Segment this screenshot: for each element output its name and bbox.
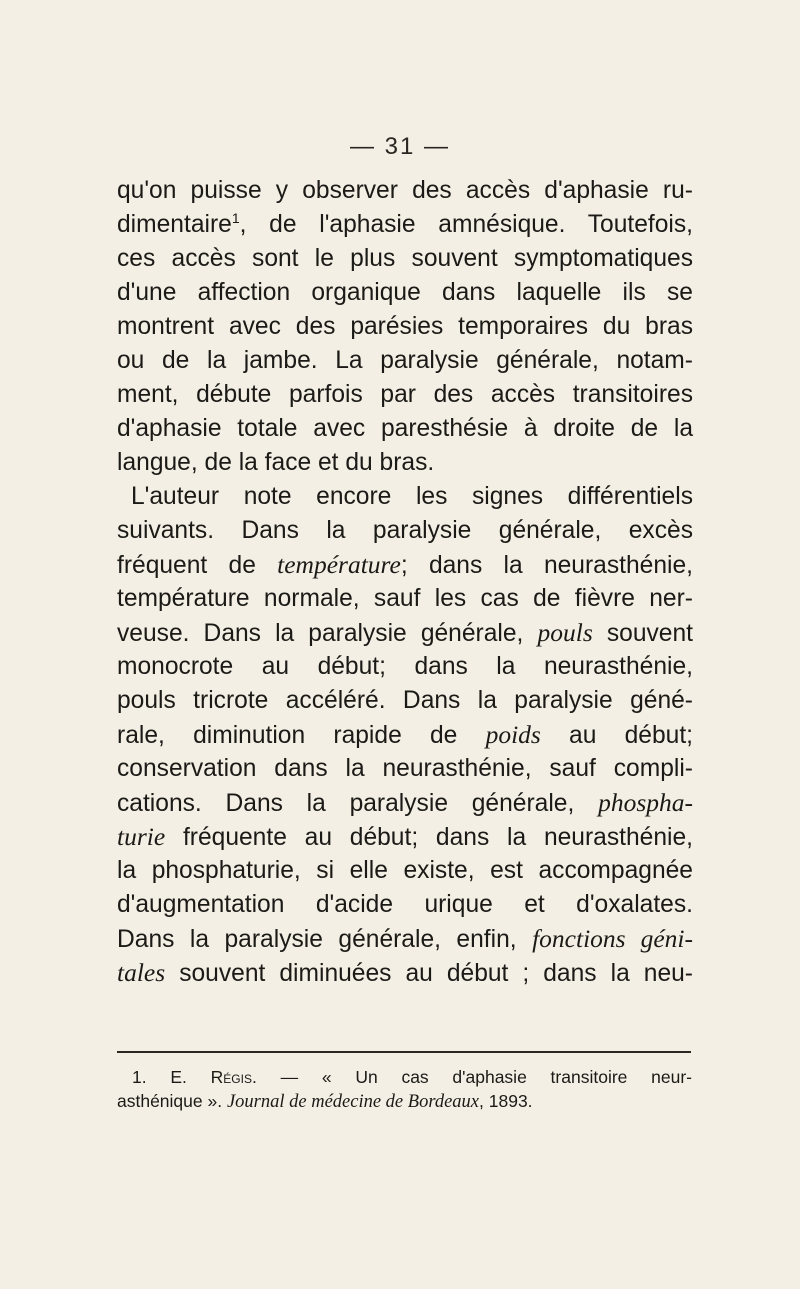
text-line: pouls tricrote accéléré. Dans la paralysie géné- [117, 687, 693, 714]
text-run: fréquente au début; dans la neurasthénie, [165, 824, 693, 851]
footnote-text: asthénique ». [117, 1091, 227, 1111]
text-line: L'auteur note encore les signes différentiels [131, 483, 693, 510]
text-line: qu'on puisse y observer des accès d'aphasie ru- [117, 177, 693, 204]
text-line: ou de la jambe. La paralysie générale, notam- [117, 347, 693, 374]
text-line: langue, de la face et du bras. [117, 449, 435, 476]
footnote-line [117, 1089, 692, 1113]
page-number: — 31 — [349, 133, 451, 160]
footnote-journal: Journal de médecine de Bordeaux [226, 1092, 480, 1112]
text-line: monocrote au début; dans la neurasthénie, [117, 653, 693, 680]
text-run: dimentaire [117, 211, 232, 238]
text-run: au début; [540, 722, 694, 749]
text-run: souvent [592, 620, 693, 647]
text-line: suivants. Dans la paralysie générale, excès [117, 517, 693, 544]
text-run: souvent diminuées au début ; dans la neu- [165, 960, 693, 987]
text-run: , de l'aphasie amnésique. Toutefois, [239, 211, 693, 238]
text-line: ces accès sont le plus souvent symptomatiques [117, 245, 693, 272]
text-line [117, 786, 693, 820]
text-line [117, 922, 693, 956]
italic-term: tales [117, 958, 166, 987]
text-run: Dans la paralysie générale, enfin, [117, 926, 533, 953]
footnote-author: Régis [210, 1067, 252, 1087]
italic-term: phospha- [598, 788, 693, 817]
text-line: température normale, sauf les cas de fièvre ner- [117, 585, 693, 612]
footnote-year: , 1893. [479, 1091, 533, 1111]
text-line: montrent avec des parésies temporaires du bras [117, 313, 693, 340]
italic-term: pouls [537, 618, 593, 647]
footnote-divider [117, 1051, 691, 1053]
text-line [117, 956, 693, 990]
text-line: ment, débute parfois par des accès transitoires [117, 381, 693, 408]
text-run: veuse. Dans la paralysie générale, [117, 620, 538, 647]
text-run: rale, diminution rapide de [117, 722, 486, 749]
text-run: fréquent de [117, 552, 278, 579]
footnote-marker: 1 [231, 209, 240, 226]
main-text [117, 174, 693, 990]
footnote-text: . — « Un cas d'aphasie transitoire neur- [251, 1067, 692, 1087]
text-line [117, 820, 693, 854]
text-line [117, 616, 693, 650]
text-line: conservation dans la neurasthénie, sauf compli- [117, 755, 693, 782]
italic-term: poids [485, 720, 541, 749]
text-line: d'augmentation d'acide urique et d'oxalates. [117, 891, 693, 918]
text-line [117, 208, 693, 242]
italic-term: température [277, 550, 401, 579]
text-line: d'une affection organique dans laquelle ils se [117, 279, 693, 306]
text-line: d'aphasie totale avec paresthésie à droite de la [117, 415, 693, 442]
text-line [117, 548, 693, 582]
text-line: la phosphaturie, si elle existe, est accompagnée [117, 857, 693, 884]
italic-term: turie [117, 822, 166, 851]
footnote-line [132, 1065, 692, 1089]
text-run: ; dans la neurasthénie, [400, 552, 693, 579]
footnote [117, 1065, 692, 1113]
text-run: cations. Dans la paralysie générale, [117, 790, 599, 817]
text-line [117, 718, 693, 752]
italic-term: fonctions géni- [532, 924, 693, 953]
footnote-number: 1. E. [132, 1067, 211, 1087]
